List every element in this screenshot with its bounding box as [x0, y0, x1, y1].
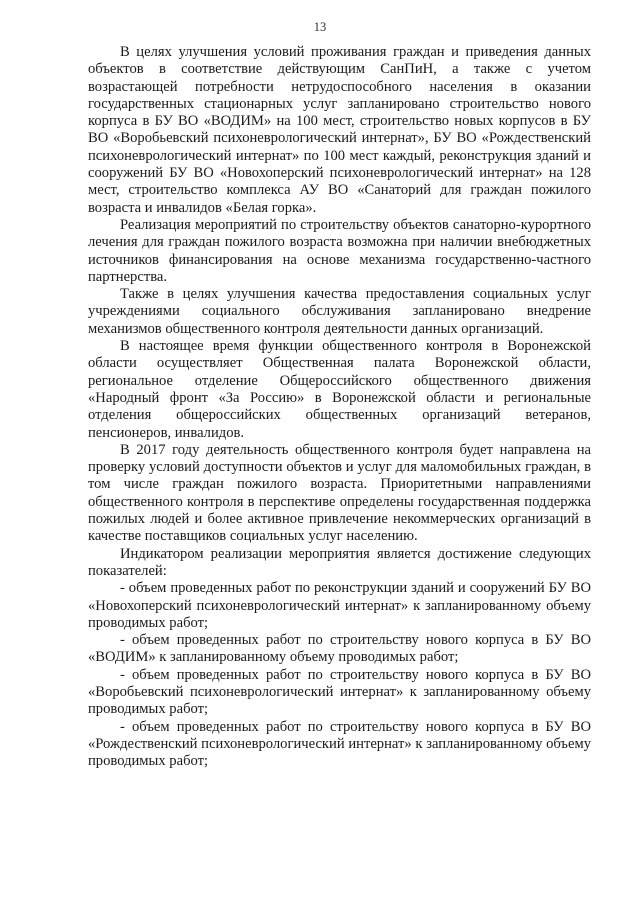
list-item-indicator: - объем проведенных работ по реконструкции зданий и сооружений БУ ВО «Новохоперский психоневрологический интернат» к запланированному объему проводимых работ; [88, 580, 591, 631]
paragraph-service-quality: Также в целях улучшения качества предоставления социальных услуг учреждениями социального обслуживания запланировано внедрение механизмов общественного контроля деятельности данных организаций. [88, 286, 591, 337]
document-body [88, 44, 591, 770]
paragraph-public-control-2017: В 2017 году деятельность общественного контроля будет направлена на проверку условий доступности объектов и услуг для маломобильных граждан, в том числе граждан пожилого возраста. Приоритетными направлениями общественного контроля в перспективе определены государственная поддержка пожилых людей и более активное привлечение некоммерческих организаций в качестве поставщиков социальных услуг населению. [88, 441, 591, 545]
paragraph-indicators-intro: Индикатором реализации мероприятия является достижение следующих показателей: [88, 545, 591, 579]
list-item-indicator: - объем проведенных работ по строительству нового корпуса в БУ ВО «Рождественский психоневрологический интернат» к запланированному объему проводимых работ; [88, 718, 591, 770]
list-item-indicator: - объем проведенных работ по строительству нового корпуса в БУ ВО «Воробьевский психоневрологический интернат» к запланированному объему проводимых работ; [88, 666, 591, 718]
paragraph-sanatorium-construction: Реализация мероприятий по строительству объектов санаторно-курортного лечения для граждан пожилого возраста возможна при наличии внебюджетных источников финансирования на основе механизма государственно-частного партнерства. [88, 216, 591, 285]
page-number: 13 [313, 20, 327, 34]
paragraph-housing-conditions: В целях улучшения условий проживания граждан и приведения данных объектов в соответствие действующим СанПиН, а также с учетом возрастающей потребности нетрудоспособного населения в оказании государственных стационарных услуг запланировано строительство нового корпуса в БУ ВО «ВОДИМ» на 100 мест, строительство новых корпусов в БУ ВО «Воробьевский психоневрологический интернат», БУ ВО «Рождественский психоневрологический интернат» по 100 мест каждый, реконструкция зданий и сооружений БУ ВО «Новохоперский психоневрологический интернат» на 128 мест, строительство комплекса АУ ВО «Санаторий для граждан пожилого возраста и инвалидов «Белая горка». [88, 44, 591, 216]
list-item-indicator: - объем проведенных работ по строительству нового корпуса в БУ ВО «ВОДИМ» к запланированному объему проводимых работ; [88, 632, 591, 666]
paragraph-public-control-functions: В настоящее время функции общественного контроля в Воронежской области осуществляет Общественная палата Воронежской области, региональное отделение Общероссийского общественного движения «Народный фронт «За Россию» в Воронежской области и региональные отделения общероссийских общественных организаций ветеранов, пенсионеров, инвалидов. [88, 338, 591, 441]
